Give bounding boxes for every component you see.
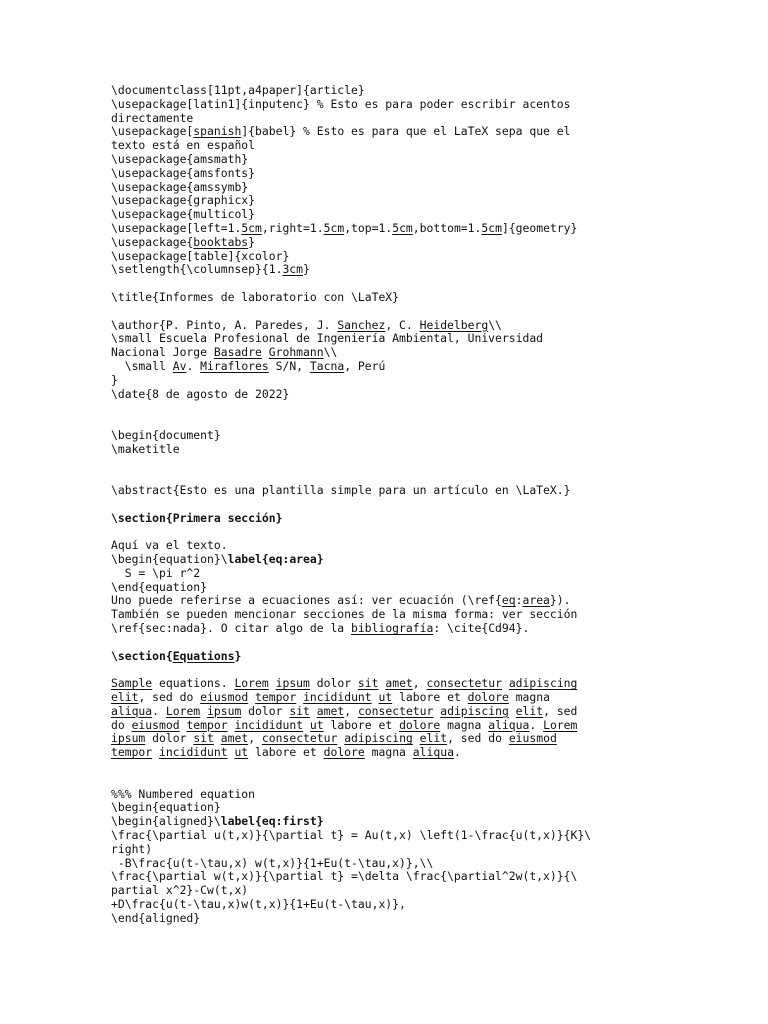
bold-token: \section{ bbox=[111, 648, 173, 663]
text-token: , bbox=[248, 731, 262, 746]
underlined-token: aliqua bbox=[412, 745, 454, 760]
text-token: ]{babel} % Esto es para que el LaTeX sepa que el bbox=[241, 124, 571, 139]
underlined-token: dolore bbox=[399, 717, 441, 732]
underlined-token: sit bbox=[357, 676, 379, 691]
underlined-token: elit bbox=[111, 690, 139, 705]
text-token: , bbox=[344, 703, 358, 718]
source-line bbox=[111, 139, 751, 153]
text-token: También se pueden mencionar secciones de la misma forma: ver sección bbox=[111, 607, 578, 622]
text-token bbox=[269, 676, 276, 690]
text-token: \small Escuela Profesional de Ingeniería Ambiental, Universidad bbox=[111, 331, 544, 346]
text-token bbox=[152, 745, 159, 759]
blank-line bbox=[111, 760, 751, 774]
text-token bbox=[200, 704, 207, 718]
text-token: : bbox=[515, 593, 523, 608]
source-line bbox=[111, 388, 751, 402]
text-token: \documentclass[11pt,a4paper]{article} bbox=[111, 83, 365, 97]
text-token: dolor bbox=[241, 703, 290, 718]
text-token: \small bbox=[111, 358, 173, 373]
text-token: magna bbox=[508, 690, 550, 705]
underlined-token: Lorem bbox=[234, 676, 269, 691]
underlined-token: Lorem bbox=[543, 717, 578, 732]
text-token: magna bbox=[440, 717, 489, 732]
source-line bbox=[111, 291, 751, 305]
blank-line bbox=[111, 526, 751, 540]
underlined-token: bibliografía bbox=[351, 621, 434, 636]
underlined-token: incididunt bbox=[234, 717, 304, 732]
underlined-token: 3cm bbox=[282, 262, 304, 277]
text-token: labore et bbox=[323, 717, 400, 732]
text-token: Uno puede referirse a ecuaciones así: ver ecuación (\ref{ bbox=[111, 593, 502, 608]
text-token: S/N, bbox=[268, 358, 310, 373]
underlined-token: booktabs bbox=[193, 234, 249, 249]
underlined-token: adipiscing bbox=[440, 703, 509, 718]
underlined-token: amet bbox=[316, 703, 345, 718]
underlined-token: eiusmod bbox=[131, 717, 180, 732]
text-token: labore et bbox=[392, 690, 468, 705]
text-token: \ref{sec:nada}. O citar algo de la bbox=[111, 621, 352, 636]
text-token: -B\frac{u(t-\tau,x) w(t,x)}{1+Eu(t-\tau,x)},\\ bbox=[111, 855, 434, 870]
text-token: , C. bbox=[385, 317, 420, 332]
text-token: , sed bbox=[543, 703, 578, 718]
text-token: \setlength{\columnsep}{1. bbox=[111, 262, 283, 277]
text-token: %%% Numbered equation bbox=[111, 786, 256, 801]
underlined-token: ipsum bbox=[207, 703, 242, 718]
underlined-token: ut bbox=[309, 717, 324, 732]
text-token: . bbox=[453, 745, 461, 760]
text-token: \begin{equation} bbox=[111, 800, 221, 815]
text-token: texto está en español bbox=[111, 138, 256, 153]
text-token: \end{aligned} bbox=[111, 910, 201, 925]
text-token: \usepackage{multicol} bbox=[111, 207, 256, 222]
text-token bbox=[372, 690, 379, 704]
source-line bbox=[111, 360, 751, 374]
text-token: ,top=1. bbox=[344, 220, 393, 235]
underlined-token: Miraflores bbox=[200, 358, 269, 373]
text-token: \usepackage{ bbox=[111, 234, 194, 249]
text-token: \usepackage{graphicx} bbox=[111, 193, 256, 208]
source-line bbox=[111, 594, 751, 608]
text-token bbox=[413, 731, 420, 745]
text-token bbox=[262, 345, 269, 359]
blank-line bbox=[111, 457, 751, 471]
source-line bbox=[111, 870, 751, 884]
source-line bbox=[111, 677, 751, 691]
text-token bbox=[509, 704, 516, 718]
text-token: \begin{document} bbox=[111, 427, 221, 442]
source-line bbox=[111, 443, 751, 457]
text-token: labore et bbox=[248, 745, 324, 760]
text-token: \\ bbox=[323, 345, 338, 360]
text-token: , sed do bbox=[138, 690, 201, 705]
text-token bbox=[214, 731, 221, 745]
text-token: Nacional Jorge bbox=[111, 345, 214, 360]
source-line bbox=[111, 581, 751, 595]
underlined-token: tempor bbox=[111, 745, 153, 760]
source-line bbox=[111, 553, 751, 567]
source-line bbox=[111, 732, 751, 746]
text-token bbox=[303, 718, 310, 732]
source-line bbox=[111, 815, 751, 829]
text-token: \maketitle bbox=[111, 441, 180, 456]
underlined-token: ut bbox=[234, 745, 249, 760]
source-line bbox=[111, 705, 751, 719]
source-line bbox=[111, 374, 751, 388]
bold-token: label{eq:first} bbox=[220, 814, 324, 829]
text-token: , bbox=[412, 676, 427, 691]
blank-line bbox=[111, 636, 751, 650]
text-token: equations. bbox=[152, 676, 235, 691]
source-line bbox=[111, 112, 751, 126]
underlined-token: ipsum bbox=[111, 731, 146, 746]
underlined-token: 5cm bbox=[323, 220, 345, 235]
underlined-token: Equations bbox=[172, 648, 235, 663]
underlined-token: 5cm bbox=[481, 220, 502, 235]
text-token: S = \pi r^2 bbox=[111, 565, 201, 580]
source-line bbox=[111, 346, 751, 360]
underlined-token: 5cm bbox=[392, 220, 413, 235]
source-line bbox=[111, 194, 751, 208]
text-token bbox=[310, 704, 317, 718]
blank-line bbox=[111, 774, 751, 788]
text-token: }). bbox=[549, 593, 571, 608]
text-token: \frac{\partial w(t,x)}{\partial t} =\delta \frac{\partial^2w(t,x)}{\ bbox=[111, 869, 578, 884]
text-token: \usepackage{amssymb} bbox=[111, 179, 249, 194]
source-line bbox=[111, 153, 751, 167]
underlined-token: eiusmod bbox=[200, 690, 249, 705]
text-token: magna bbox=[364, 745, 413, 760]
underlined-token: Tacna bbox=[309, 358, 345, 373]
underlined-token: dolore bbox=[467, 690, 509, 705]
text-token: \usepackage{amsfonts} bbox=[111, 165, 256, 180]
underlined-token: aliqua bbox=[111, 703, 153, 718]
text-token: \abstract{Esto es una plantilla simple para un artículo en \LaTeX.} bbox=[111, 483, 571, 498]
source-line bbox=[111, 829, 751, 843]
text-token: Aquí va el texto. bbox=[111, 538, 228, 553]
underlined-token: area bbox=[522, 593, 550, 608]
text-token: ,bottom=1. bbox=[412, 220, 482, 235]
text-token: \begin{aligned}\ bbox=[111, 814, 221, 829]
source-line bbox=[111, 622, 751, 636]
underlined-token: Basadre bbox=[213, 345, 262, 360]
source-line bbox=[111, 167, 751, 181]
text-token: \end{equation} bbox=[111, 579, 208, 594]
source-line bbox=[111, 263, 751, 277]
underlined-token: aliqua bbox=[488, 717, 530, 732]
source-line bbox=[111, 691, 751, 705]
text-token: , Perú bbox=[344, 358, 386, 373]
blank-line bbox=[111, 663, 751, 677]
source-line bbox=[111, 608, 751, 622]
text-token: \date{8 de agosto de 2022} bbox=[111, 386, 290, 401]
source-line bbox=[111, 332, 751, 346]
text-token: . bbox=[152, 703, 166, 718]
text-token: dolor bbox=[309, 676, 358, 691]
source-line bbox=[111, 208, 751, 222]
underlined-token: spanish bbox=[193, 124, 242, 139]
underlined-token: elit bbox=[419, 731, 448, 746]
underlined-token: consectetur bbox=[261, 731, 338, 746]
underlined-token: incididunt bbox=[159, 745, 228, 760]
blank-line bbox=[111, 470, 751, 484]
text-token: ]{geometry} bbox=[501, 220, 578, 235]
underlined-token: amet bbox=[385, 676, 413, 691]
source-line bbox=[111, 539, 751, 553]
text-token: \usepackage[ bbox=[111, 124, 194, 139]
text-token: dolor bbox=[145, 731, 194, 746]
underlined-token: eq bbox=[501, 593, 516, 608]
bold-token: label{eq:area} bbox=[227, 552, 324, 567]
source-line bbox=[111, 84, 751, 98]
source-line bbox=[111, 236, 751, 250]
source-line bbox=[111, 843, 751, 857]
source-line bbox=[111, 484, 751, 498]
underlined-token: Heidelberg bbox=[419, 317, 489, 332]
underlined-token: Grohmann bbox=[268, 345, 324, 360]
source-line bbox=[111, 125, 751, 139]
underlined-token: consectetur bbox=[357, 703, 434, 718]
source-line bbox=[111, 181, 751, 195]
underlined-token: eiusmod bbox=[508, 731, 557, 746]
source-line bbox=[111, 746, 751, 760]
text-token: : \cite{Cd94}. bbox=[433, 621, 530, 636]
underlined-token: adipiscing bbox=[508, 676, 578, 691]
source-line bbox=[111, 912, 751, 926]
text-token: \usepackage[table]{xcolor} bbox=[111, 248, 290, 263]
blank-line bbox=[111, 277, 751, 291]
text-token: } bbox=[303, 262, 310, 277]
text-token: partial x^2}-Cw(t,x) bbox=[111, 883, 249, 898]
underlined-token: ipsum bbox=[275, 676, 310, 691]
blank-line bbox=[111, 401, 751, 415]
source-line bbox=[111, 719, 751, 733]
source-line bbox=[111, 650, 751, 664]
bold-token: \section{Primera sección} bbox=[111, 510, 283, 525]
source-line bbox=[111, 884, 751, 898]
text-token: ,right=1. bbox=[261, 220, 324, 235]
text-token: } bbox=[111, 372, 118, 387]
underlined-token: Av bbox=[172, 358, 187, 373]
source-line bbox=[111, 801, 751, 815]
text-token: \usepackage{amsmath} bbox=[111, 151, 249, 166]
underlined-token: incididunt bbox=[303, 690, 372, 705]
blank-line bbox=[111, 305, 751, 319]
text-token bbox=[502, 676, 509, 690]
source-line bbox=[111, 788, 751, 802]
underlined-token: consectetur bbox=[426, 676, 502, 691]
source-line bbox=[111, 429, 751, 443]
source-line bbox=[111, 319, 751, 333]
text-token: \author{P. Pinto, A. Paredes, J. bbox=[111, 317, 338, 332]
source-line bbox=[111, 567, 751, 581]
source-line bbox=[111, 512, 751, 526]
text-token: \frac{\partial u(t,x)}{\partial t} = Au(t,x) \left(1-\frac{u(t,x)}{K}\ bbox=[111, 828, 592, 843]
underlined-token: dolore bbox=[323, 745, 365, 760]
text-token: right) bbox=[111, 841, 153, 856]
text-token: , sed do bbox=[447, 731, 509, 746]
underlined-token: elit bbox=[515, 703, 544, 718]
underlined-token: Sample bbox=[111, 676, 153, 691]
underlined-token: sit bbox=[193, 731, 214, 746]
underlined-token: tempor bbox=[255, 690, 297, 705]
text-token: \begin{equation}\ bbox=[111, 552, 228, 567]
blank-line bbox=[111, 415, 751, 429]
underlined-token: adipiscing bbox=[344, 731, 413, 746]
underlined-token: 5cm bbox=[241, 220, 262, 235]
source-line bbox=[111, 98, 751, 112]
text-token: \usepackage[latin1]{inputenc} % Esto es para poder escribir acentos bbox=[111, 96, 571, 111]
text-token: directamente bbox=[111, 110, 194, 125]
underlined-token: Sanchez bbox=[337, 317, 386, 332]
source-line bbox=[111, 898, 751, 912]
underlined-token: tempor bbox=[186, 717, 228, 732]
text-token: . bbox=[186, 358, 201, 373]
text-token: \usepackage[left=1. bbox=[111, 220, 242, 235]
text-token: } bbox=[248, 234, 256, 249]
text-token: +D\frac{u(t-\tau,x)w(t,x)}{1+Eu(t-\tau,x)}, bbox=[111, 897, 406, 912]
text-token: \title{Informes de laboratorio con \LaTeX} bbox=[111, 289, 400, 304]
text-token: do bbox=[111, 717, 132, 732]
underlined-token: sit bbox=[289, 703, 310, 718]
text-token: \\ bbox=[488, 317, 502, 332]
text-token: . bbox=[529, 717, 544, 732]
underlined-token: ut bbox=[378, 690, 393, 705]
bold-token: } bbox=[234, 648, 242, 663]
blank-line bbox=[111, 498, 751, 512]
source-line bbox=[111, 857, 751, 871]
source-line bbox=[111, 222, 751, 236]
latex-source-document bbox=[111, 84, 751, 926]
source-line bbox=[111, 250, 751, 264]
underlined-token: amet bbox=[220, 731, 249, 746]
underlined-token: Lorem bbox=[165, 703, 201, 718]
